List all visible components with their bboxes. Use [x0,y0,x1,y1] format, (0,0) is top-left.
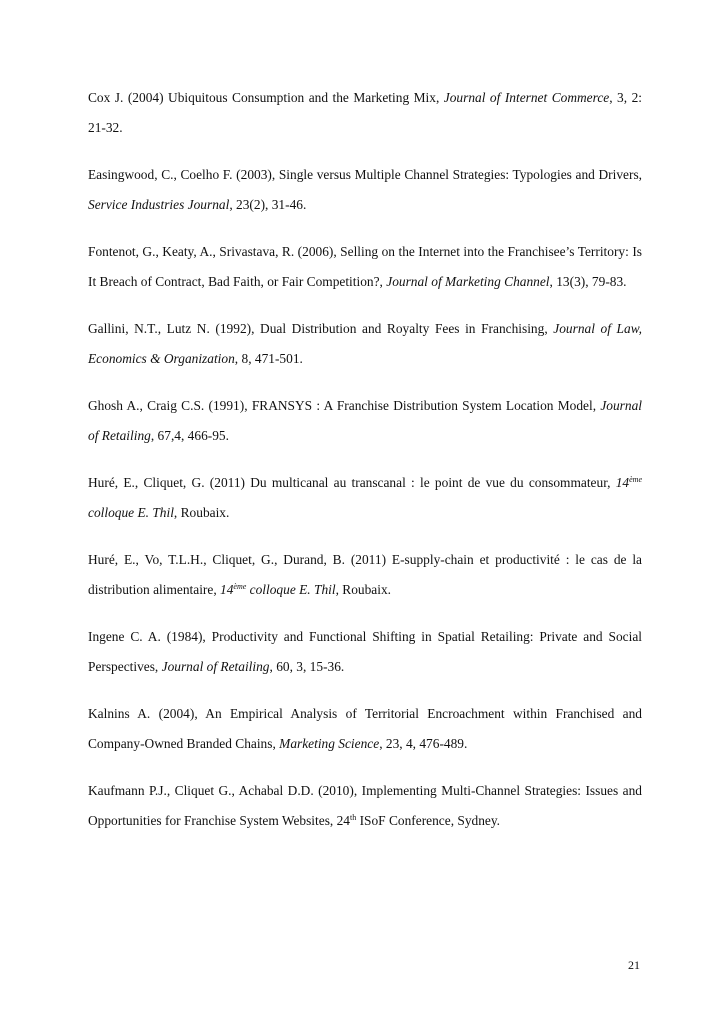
reference-text: , 60, 3, 15-36. [269,659,345,674]
reference-entry [88,699,642,759]
reference-entry [88,314,642,374]
italic-title: Journal of Marketing Channel [386,274,550,289]
italic-title: colloque E. Thil [88,505,174,520]
reference-text: Fontenot, G., Keaty, A., Srivastava, R. (2006), Selling on the Internet into the Franchisee’s Territory: Is It Breach of Contract, Bad Faith, or Fair Competition?, [88,244,642,289]
italic-title: Journal of Retailing [161,659,270,674]
reference-text: , 8, 471-501. [234,351,303,366]
reference-text: , 23(2), 31-46. [229,197,307,212]
reference-entry [88,160,642,220]
reference-text: , 67,4, 466-95. [150,428,229,443]
reference-entry [88,545,642,605]
reference-text: , Roubaix. [335,582,391,597]
reference-entry [88,391,642,451]
reference-entry [88,776,642,836]
reference-text: Huré, E., Cliquet, G. (2011) Du multicanal au transcanal : le point de vue du consommateur, [88,475,616,490]
reference-entry [88,622,642,682]
reference-text: , Roubaix. [173,505,230,520]
reference-text: Easingwood, C., Coelho F. (2003), Single versus Multiple Channel Strategies: Typologies and Drivers, [88,167,642,182]
reference-entry [88,83,642,143]
reference-text: Kalnins A. (2004), An Empirical Analysis of Territorial Encroachment within Franchised and Company-Owned Branded Chains, [88,706,642,751]
page-number: 21 [628,958,640,972]
italic-title: Journal of Law, Economics & Organization [88,321,642,366]
italic-title: Service Industries Journal [88,197,230,212]
reference-text: , 3, 2: 21-32. [88,90,642,135]
reference-text: , 13(3), 79-83. [549,274,627,289]
reference-list [88,83,642,853]
superscript: ème [629,475,642,484]
superscript: ème [233,582,247,591]
italic-title: Marketing Science [279,736,380,751]
superscript: th [350,813,357,822]
reference-text: Cox J. (2004) Ubiquitous Consumption and the Marketing Mix, [88,90,444,105]
italic-title: 14 [615,475,630,490]
reference-text: Gallini, N.T., Lutz N. (1992), Dual Distribution and Royalty Fees in Franchising, [88,321,554,336]
italic-title: Journal of Internet Commerce [443,90,610,105]
reference-text: Ingene C. A. (1984), Productivity and Functional Shifting in Spatial Retailing: Private and Social Perspectives, [88,629,642,674]
reference-text: ISoF Conference, Sydney. [356,813,501,828]
italic-title: Journal of Retailing [88,398,642,443]
reference-text: Ghosh A., Craig C.S. (1991), FRANSYS : A Franchise Distribution System Location Model, [88,398,601,413]
reference-text: Kaufmann P.J., Cliquet G., Achabal D.D. (2010), Implementing Multi-Channel Strategies: Issues and Opportunities for Franchise System Websites, 24 [88,783,642,828]
reference-text: , 23, 4, 476-489. [379,736,468,751]
reference-entry [88,468,642,528]
reference-entry [88,237,642,297]
reference-text: Huré, E., Vo, T.L.H., Cliquet, G., Durand, B. (2011) E-supply-chain et productivité : le cas de la distribution alimentaire, [88,552,642,597]
italic-title: 14 [220,582,234,597]
italic-title: colloque E. Thil [246,582,336,597]
